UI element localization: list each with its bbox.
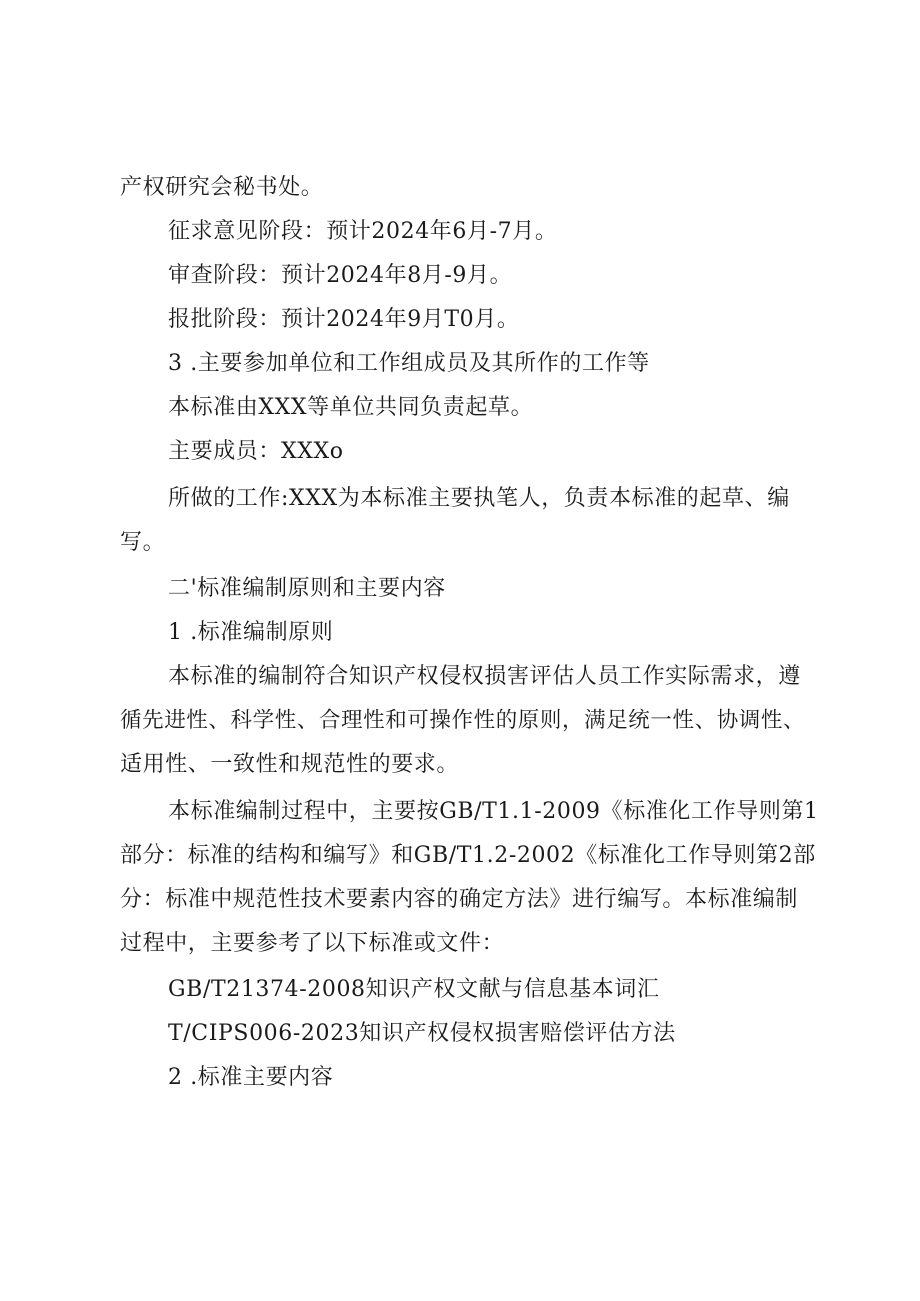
section-heading: 2 .标准主要内容 bbox=[168, 1065, 334, 1090]
text-line: 产权研究会秘书处。 bbox=[120, 175, 324, 200]
section-heading: 二'标准编制原则和主要内容 bbox=[168, 576, 446, 601]
text-line: 所做的工作:XXX为本标准主要执笔人，负责本标准的起草、编 bbox=[168, 486, 790, 511]
text-line: 过程中，主要参考了以下标准或文件： bbox=[120, 931, 505, 956]
text-line: 审查阶段：预计2024年8月-9月。 bbox=[168, 263, 513, 288]
text-line: 写。 bbox=[120, 530, 166, 555]
section-heading: 3 .主要参加单位和工作组成员及其所作的工作等 bbox=[168, 351, 650, 376]
text-line: 部分：标准的结构和编写》和GB/T1.2-2002《标准化工作导则第2部 bbox=[120, 843, 816, 868]
text-line: 分：标准中规范性技术要素内容的确定方法》进行编写。本标准编制 bbox=[120, 887, 799, 912]
section-heading: 1 .标准编制原则 bbox=[168, 620, 334, 645]
text-line: 主要成员：XXXo bbox=[168, 439, 344, 464]
reference-item: T/CIPS006-2023知识产权侵权损害赔偿评估方法 bbox=[168, 1021, 676, 1046]
text-line: 本标准由XXX等单位共同负责起草。 bbox=[168, 395, 534, 420]
text-line: 报批阶段：预计2024年9月T0月。 bbox=[168, 307, 520, 332]
reference-item: GB/T21374-2008知识产权文献与信息基本词汇 bbox=[168, 977, 660, 1002]
text-line: 本标准的编制符合知识产权侵权损害评估人员工作实际需求，遵 bbox=[168, 664, 801, 689]
text-line: 循先进性、科学性、合理性和可操作性的原则，满足统一性、协调性、 bbox=[120, 708, 806, 733]
text-line: 适用性、一致性和规范性的要求。 bbox=[120, 752, 460, 777]
text-line: 本标准编制过程中，主要按GB/T1.1-2009《标准化工作导则第1 bbox=[168, 799, 819, 824]
text-line: 征求意见阶段：预计2024年6月-7月。 bbox=[168, 219, 558, 244]
